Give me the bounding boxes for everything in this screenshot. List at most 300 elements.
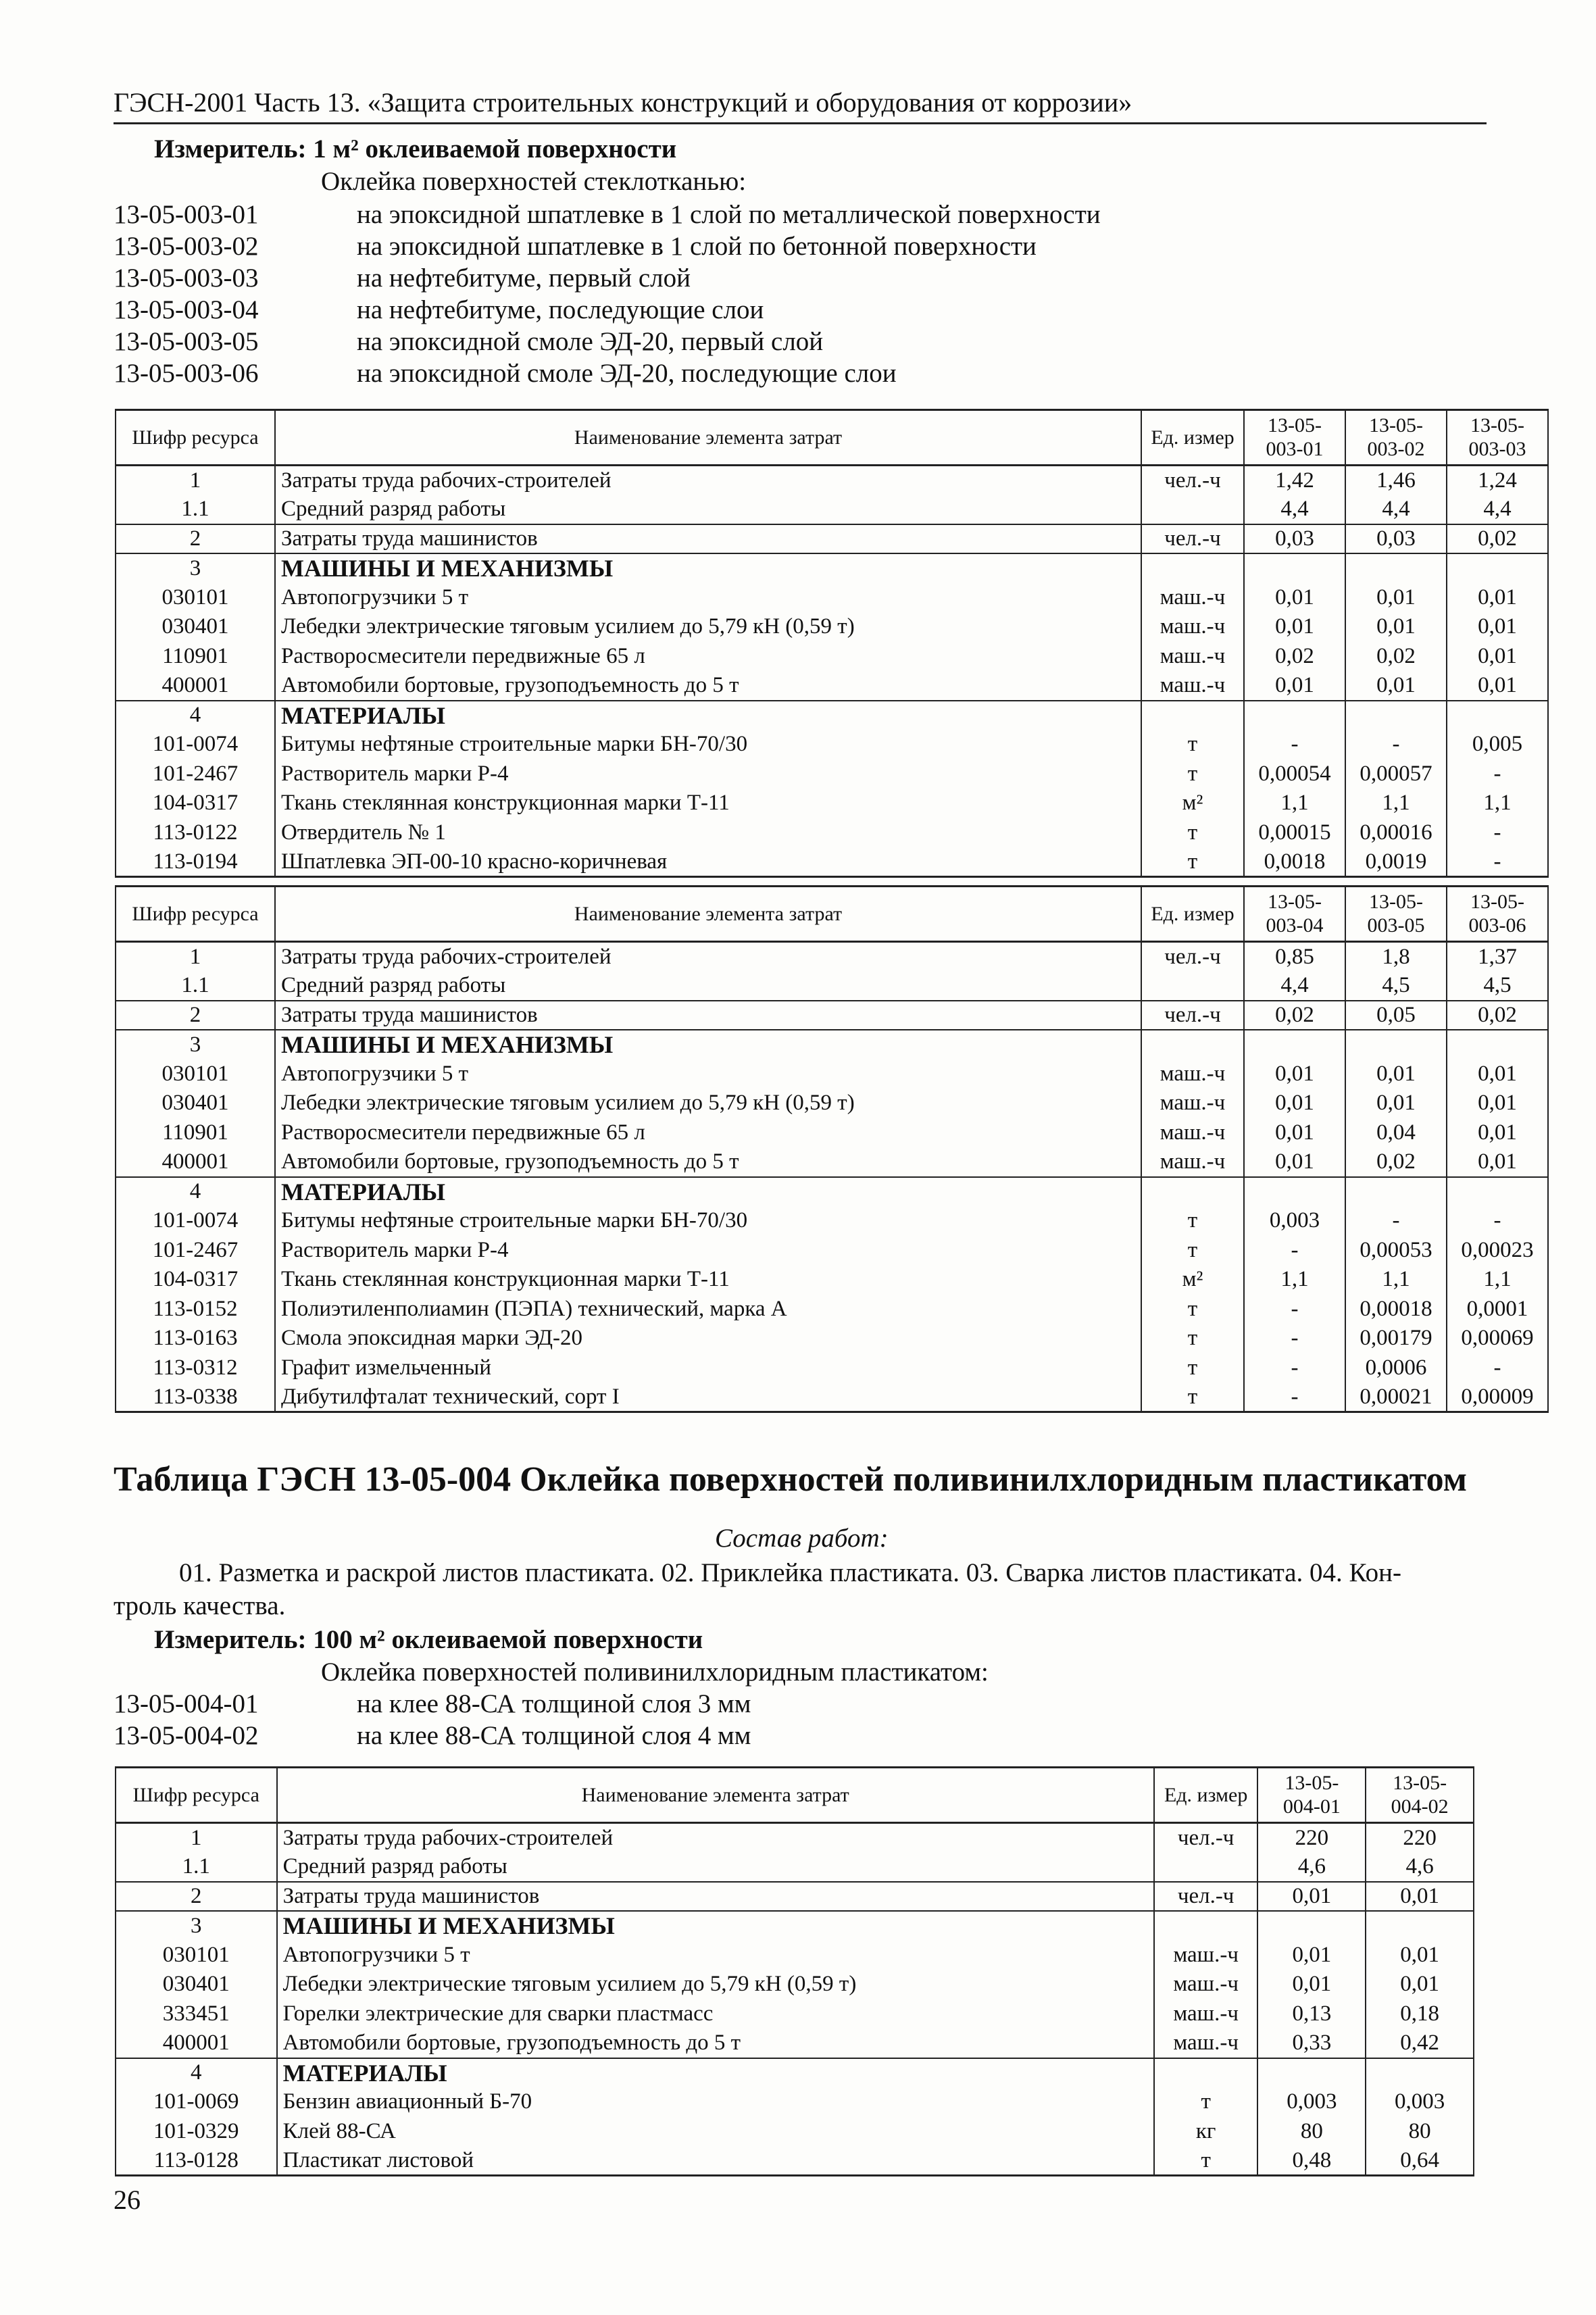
norm-value-cell: 0,00054 <box>1244 760 1345 789</box>
resource-name-cell: Графит измельченный <box>275 1353 1141 1383</box>
resource-name-cell: Автомобили бортовые, грузоподъемность до 5 т <box>275 671 1141 701</box>
resource-name-cell: Затраты труда рабочих-строителей <box>275 942 1141 972</box>
resource-name-cell: Горелки электрические для сварки пластмасс <box>277 1999 1154 2029</box>
norm-value-cell: 0,01 <box>1447 612 1548 642</box>
unit-cell: т <box>1141 1383 1244 1412</box>
unit-cell: чел.-ч <box>1154 1882 1258 1912</box>
composition-label: Состав работ: <box>715 1524 889 1553</box>
unit-cell: маш.-ч <box>1141 583 1244 613</box>
resource-code-cell: 101-0074 <box>116 1206 275 1236</box>
norm-value-cell: - <box>1345 1206 1447 1236</box>
column-header: 13-05- 003-05 <box>1345 887 1447 942</box>
norm-value-cell: 1,1 <box>1244 789 1345 818</box>
norm-value-cell: 0,003 <box>1244 1206 1345 1236</box>
resource-code-cell: 030101 <box>116 1060 275 1089</box>
norm-value-cell: 0,003 <box>1257 2087 1366 2117</box>
item-text: на эпоксидной смоле ЭД-20, последующие слои <box>357 359 897 388</box>
table-row <box>116 1030 1548 1060</box>
resource-name-cell: МАШИНЫ И МЕХАНИЗМЫ <box>275 553 1141 583</box>
norm-value-cell: 0,01 <box>1345 583 1447 613</box>
unit-cell <box>1141 701 1244 730</box>
section-title: Таблица ГЭСН 13-05-004 Оклейка поверхностей поливинилхлоридным пластикатом <box>114 1460 1468 1499</box>
unit-cell: т <box>1141 818 1244 848</box>
unit-cell: маш.-ч <box>1141 671 1244 701</box>
norm-value-cell: 0,01 <box>1244 671 1345 701</box>
table-row <box>116 612 1548 642</box>
table-row <box>116 730 1548 760</box>
resource-name-cell: Затраты труда рабочих-строителей <box>277 1823 1154 1853</box>
unit-cell: маш.-ч <box>1154 1941 1258 1970</box>
meter-label: Измеритель: <box>154 134 307 164</box>
norm-value-cell: 0,04 <box>1345 1118 1447 1148</box>
resource-code-cell: 110901 <box>116 642 275 672</box>
resource-name-cell: Растворосмесители передвижные 65 л <box>275 642 1141 672</box>
item-code: 13-05-003-03 <box>114 264 259 293</box>
norm-value-cell: 80 <box>1366 2117 1474 2147</box>
table-row <box>116 2028 1474 2058</box>
unit-cell: т <box>1141 730 1244 760</box>
resource-table-2 <box>115 885 1549 1413</box>
table-header-row <box>116 887 1548 942</box>
column-header: 13-05- 003-03 <box>1447 410 1548 466</box>
resource-name-cell: Растворосмесители передвижные 65 л <box>275 1118 1141 1148</box>
norm-value-cell: 0,01 <box>1244 1060 1345 1089</box>
unit-cell <box>1154 1852 1258 1882</box>
norm-value-cell: 4,6 <box>1257 1852 1366 1882</box>
resource-code-cell: 4 <box>116 1177 275 1207</box>
item-text: на клее 88-СА толщиной слоя 4 мм <box>357 1721 751 1750</box>
table-row <box>116 1353 1548 1383</box>
unit-cell: м² <box>1141 789 1244 818</box>
table-row <box>116 2117 1474 2147</box>
norm-value-cell: 4,4 <box>1244 495 1345 524</box>
resource-code-cell: 113-0338 <box>116 1383 275 1412</box>
column-header: 13-05- 004-02 <box>1366 1768 1474 1823</box>
resource-code-cell: 4 <box>116 2058 277 2088</box>
resource-code-cell: 1.1 <box>116 1852 277 1882</box>
unit-cell: чел.-ч <box>1141 466 1244 495</box>
resource-name-cell: Полиэтиленполиамин (ПЭПА) технический, марка А <box>275 1295 1141 1324</box>
table-header-row <box>116 1768 1474 1823</box>
norm-value-cell: 220 <box>1257 1823 1366 1853</box>
resource-name-cell: МАТЕРИАЛЫ <box>275 1177 1141 1207</box>
table-row <box>116 495 1548 524</box>
resource-code-cell: 113-0312 <box>116 1353 275 1383</box>
norm-value-cell <box>1366 2058 1474 2088</box>
resource-code-cell: 030401 <box>116 1089 275 1118</box>
column-header: Ед. измер <box>1154 1768 1258 1823</box>
table-row <box>116 553 1548 583</box>
resource-code-cell: 2 <box>116 1001 275 1030</box>
norm-value-cell: 0,01 <box>1244 1089 1345 1118</box>
norm-value-cell: - <box>1345 730 1447 760</box>
norm-value-cell: 0,03 <box>1244 524 1345 554</box>
norm-value-cell: 0,01 <box>1257 1970 1366 1999</box>
resource-code-cell: 101-0069 <box>116 2087 277 2117</box>
table-row <box>116 1970 1474 1999</box>
unit-cell: м² <box>1141 1265 1244 1295</box>
norm-value-cell: 0,01 <box>1345 1060 1447 1089</box>
norm-value-cell: - <box>1244 1295 1345 1324</box>
table-row <box>116 1852 1474 1882</box>
norm-value-cell: 0,00069 <box>1447 1324 1548 1353</box>
norm-value-cell: 4,4 <box>1345 495 1447 524</box>
norm-value-cell <box>1345 553 1447 583</box>
table-row <box>116 942 1548 972</box>
norm-value-cell <box>1244 1177 1345 1207</box>
table-row <box>116 1147 1548 1177</box>
column-header: 13-05- 003-01 <box>1244 410 1345 466</box>
norm-value-cell: 4,6 <box>1366 1852 1474 1882</box>
norm-value-cell: 0,00053 <box>1345 1236 1447 1266</box>
unit-cell: т <box>1141 847 1244 877</box>
norm-value-cell: 0,00015 <box>1244 818 1345 848</box>
table-row <box>116 971 1548 1001</box>
norm-value-cell <box>1244 553 1345 583</box>
norm-value-cell: 0,00057 <box>1345 760 1447 789</box>
norm-value-cell: 4,5 <box>1447 971 1548 1001</box>
composition-line-1: 01. Разметка и раскрой листов пластиката. 02. Приклейка пластиката. 03. Сварка листов пластиката. 04. Кон- <box>179 1558 1401 1587</box>
table-row <box>116 1823 1474 1853</box>
norm-value-cell: 0,48 <box>1257 2146 1366 2176</box>
norm-value-cell: 0,13 <box>1257 1999 1366 2029</box>
resource-code-cell: 104-0317 <box>116 1265 275 1295</box>
resource-code-cell: 104-0317 <box>116 789 275 818</box>
resource-code-cell: 1.1 <box>116 971 275 1001</box>
norm-value-cell: 0,00179 <box>1345 1324 1447 1353</box>
norm-value-cell: 0,01 <box>1447 1089 1548 1118</box>
resource-name-cell: Лебедки электрические тяговым усилием до 5,79 кН (0,59 т) <box>275 1089 1141 1118</box>
resource-name-cell: Средний разряд работы <box>275 971 1141 1001</box>
resource-code-cell: 3 <box>116 1911 277 1941</box>
resource-name-cell: Затраты труда рабочих-строителей <box>275 466 1141 495</box>
unit-cell: т <box>1141 1206 1244 1236</box>
resource-code-cell: 1 <box>116 942 275 972</box>
table-header-row <box>116 410 1548 466</box>
table-row <box>116 1295 1548 1324</box>
norm-value-cell <box>1244 701 1345 730</box>
norm-value-cell: 4,5 <box>1345 971 1447 1001</box>
norm-value-cell: - <box>1244 1383 1345 1412</box>
unit-cell: т <box>1154 2087 1258 2117</box>
column-header: 13-05- 004-01 <box>1257 1768 1366 1823</box>
column-header: 13-05- 003-06 <box>1447 887 1548 942</box>
table-row <box>116 1911 1474 1941</box>
norm-value-cell: 1,1 <box>1244 1265 1345 1295</box>
resource-code-cell: 400001 <box>116 671 275 701</box>
norm-value-cell: 0,05 <box>1345 1001 1447 1030</box>
unit-cell <box>1141 971 1244 1001</box>
table-row <box>116 1236 1548 1266</box>
table-row <box>116 671 1548 701</box>
table-row <box>116 847 1548 877</box>
norm-value-cell: 0,01 <box>1447 1118 1548 1148</box>
resource-name-cell: Смола эпоксидная марки ЭД-20 <box>275 1324 1141 1353</box>
column-header: Ед. измер <box>1141 887 1244 942</box>
item-text: на эпоксидной шпатлевке в 1 слой по бетонной поверхности <box>357 232 1037 261</box>
resource-name-cell: Битумы нефтяные строительные марки БН-70/30 <box>275 730 1141 760</box>
norm-value-cell <box>1257 2058 1366 2088</box>
norm-value-cell: 0,01 <box>1447 671 1548 701</box>
table-row <box>116 818 1548 848</box>
norm-value-cell: 1,42 <box>1244 466 1345 495</box>
norm-value-cell: 220 <box>1366 1823 1474 1853</box>
norm-value-cell <box>1244 1030 1345 1060</box>
norm-value-cell: 80 <box>1257 2117 1366 2147</box>
norm-value-cell: 0,02 <box>1244 642 1345 672</box>
column-header: Ед. измер <box>1141 410 1244 466</box>
norm-value-cell: 1,24 <box>1447 466 1548 495</box>
resource-code-cell: 110901 <box>116 1118 275 1148</box>
norm-value-cell: 0,42 <box>1366 2028 1474 2058</box>
resource-code-cell: 030101 <box>116 583 275 613</box>
resource-name-cell: Средний разряд работы <box>275 495 1141 524</box>
unit-cell <box>1154 2058 1258 2088</box>
unit-cell <box>1141 495 1244 524</box>
block-intro: Оклейка поверхностей поливинилхлоридным пластикатом: <box>321 1658 989 1687</box>
norm-value-cell: 0,02 <box>1447 524 1548 554</box>
resource-name-cell: Растворитель марки Р-4 <box>275 760 1141 789</box>
norm-value-cell: 1,46 <box>1345 466 1447 495</box>
table-row <box>116 642 1548 672</box>
column-header: Наименование элемента затрат <box>275 410 1141 466</box>
unit-cell: маш.-ч <box>1154 1999 1258 2029</box>
resource-name-cell: Дибутилфталат технический, сорт I <box>275 1383 1141 1412</box>
norm-value-cell: 0,01 <box>1345 1089 1447 1118</box>
norm-value-cell: 0,00018 <box>1345 1295 1447 1324</box>
resource-code-cell: 1 <box>116 1823 277 1853</box>
norm-value-cell <box>1447 1177 1548 1207</box>
norm-value-cell: 0,0018 <box>1244 847 1345 877</box>
running-header: ГЭСН-2001 Часть 13. «Защита строительных конструкций и оборудования от коррозии» <box>114 86 1487 124</box>
table-row <box>116 2058 1474 2088</box>
unit-cell: чел.-ч <box>1141 1001 1244 1030</box>
norm-value-cell <box>1366 1911 1474 1941</box>
norm-value-cell: 0,00021 <box>1345 1383 1447 1412</box>
column-header: Наименование элемента затрат <box>277 1768 1154 1823</box>
meter-label: Измеритель: <box>154 1625 307 1654</box>
norm-value-cell: 0,00016 <box>1345 818 1447 848</box>
norm-value-cell: 0,01 <box>1244 1118 1345 1148</box>
unit-cell: маш.-ч <box>1141 1089 1244 1118</box>
norm-value-cell: 4,4 <box>1447 495 1548 524</box>
resource-name-cell: Ткань стеклянная конструкционная марки Т-11 <box>275 1265 1141 1295</box>
table-row <box>116 1941 1474 1970</box>
norm-value-cell: 0,01 <box>1345 671 1447 701</box>
norm-value-cell <box>1447 701 1548 730</box>
table-row <box>116 1001 1548 1030</box>
norm-value-cell: 0,01 <box>1345 612 1447 642</box>
norm-value-cell: - <box>1447 818 1548 848</box>
norm-value-cell: - <box>1244 1236 1345 1266</box>
unit-cell: т <box>1141 1236 1244 1266</box>
unit-cell: т <box>1141 1295 1244 1324</box>
unit-cell <box>1141 553 1244 583</box>
resource-code-cell: 113-0128 <box>116 2146 277 2176</box>
resource-code-cell: 3 <box>116 553 275 583</box>
unit-cell: чел.-ч <box>1141 942 1244 972</box>
resource-code-cell: 113-0152 <box>116 1295 275 1324</box>
norm-value-cell: 0,01 <box>1257 1941 1366 1970</box>
resource-table-3 <box>115 1766 1474 2176</box>
table-row <box>116 1060 1548 1089</box>
norm-value-cell: 0,02 <box>1447 1001 1548 1030</box>
norm-value-cell <box>1345 1030 1447 1060</box>
item-code: 13-05-003-05 <box>114 327 259 356</box>
resource-code-cell: 101-2467 <box>116 760 275 789</box>
resource-name-cell: Затраты труда машинистов <box>277 1882 1154 1912</box>
resource-code-cell: 101-0074 <box>116 730 275 760</box>
item-text: на эпоксидной шпатлевке в 1 слой по металлической поверхности <box>357 200 1101 229</box>
table-row <box>116 466 1548 495</box>
norm-value-cell <box>1345 1177 1447 1207</box>
unit-cell: т <box>1141 1353 1244 1383</box>
unit-cell: маш.-ч <box>1141 1118 1244 1148</box>
norm-value-cell: 0,01 <box>1366 1970 1474 1999</box>
unit-cell: кг <box>1154 2117 1258 2147</box>
column-header: Шифр ресурса <box>116 410 275 466</box>
norm-value-cell <box>1345 701 1447 730</box>
norm-value-cell: 0,00023 <box>1447 1236 1548 1266</box>
resource-code-cell: 3 <box>116 1030 275 1060</box>
resource-name-cell: Растворитель марки Р-4 <box>275 1236 1141 1266</box>
norm-value-cell: 0,01 <box>1366 1882 1474 1912</box>
table-row <box>116 1999 1474 2029</box>
resource-code-cell: 400001 <box>116 1147 275 1177</box>
resource-code-cell: 1.1 <box>116 495 275 524</box>
table-row <box>116 789 1548 818</box>
unit-cell: маш.-ч <box>1141 642 1244 672</box>
table-row <box>116 1089 1548 1118</box>
resource-name-cell: Клей 88-СА <box>277 2117 1154 2147</box>
meter-line-2 <box>154 1624 703 1655</box>
resource-code-cell: 030401 <box>116 1970 277 1999</box>
table-row <box>116 524 1548 554</box>
norm-value-cell: 0,0019 <box>1345 847 1447 877</box>
column-header: Шифр ресурса <box>116 1768 277 1823</box>
norm-value-cell: - <box>1447 1353 1548 1383</box>
unit-cell: маш.-ч <box>1141 1147 1244 1177</box>
block-intro: Оклейка поверхностей стеклотканью: <box>321 167 747 196</box>
norm-value-cell: 0,85 <box>1244 942 1345 972</box>
table-row <box>116 1383 1548 1412</box>
norm-value-cell: 1,37 <box>1447 942 1548 972</box>
item-code: 13-05-003-06 <box>114 359 259 388</box>
resource-name-cell: Отвердитель № 1 <box>275 818 1141 848</box>
resource-name-cell: Лебедки электрические тяговым усилием до 5,79 кН (0,59 т) <box>277 1970 1154 1999</box>
norm-value-cell: 0,02 <box>1345 642 1447 672</box>
norm-value-cell: 0,02 <box>1244 1001 1345 1030</box>
item-text: на нефтебитуме, последующие слои <box>357 295 764 324</box>
meter-value: 1 м² оклеиваемой поверхности <box>313 134 677 164</box>
norm-value-cell <box>1447 1030 1548 1060</box>
unit-cell <box>1141 1177 1244 1207</box>
norm-value-cell: 1,1 <box>1447 789 1548 818</box>
norm-value-cell: 0,003 <box>1366 2087 1474 2117</box>
unit-cell <box>1141 1030 1244 1060</box>
table-row <box>116 701 1548 730</box>
unit-cell <box>1154 1911 1258 1941</box>
resource-name-cell: Битумы нефтяные строительные марки БН-70/30 <box>275 1206 1141 1236</box>
resource-code-cell: 4 <box>116 701 275 730</box>
norm-value-cell: 0,03 <box>1345 524 1447 554</box>
resource-name-cell: Шпатлевка ЭП-00-10 красно-коричневая <box>275 847 1141 877</box>
resource-name-cell: Средний разряд работы <box>277 1852 1154 1882</box>
table-row <box>116 583 1548 613</box>
resource-code-cell: 2 <box>116 1882 277 1912</box>
column-header: 13-05- 003-02 <box>1345 410 1447 466</box>
resource-name-cell: Автопогрузчики 5 т <box>275 1060 1141 1089</box>
resource-code-cell: 101-2467 <box>116 1236 275 1266</box>
item-text: на клее 88-СА толщиной слоя 3 мм <box>357 1689 751 1718</box>
resource-code-cell: 030401 <box>116 612 275 642</box>
norm-value-cell: 0,01 <box>1244 583 1345 613</box>
norm-value-cell: 0,64 <box>1366 2146 1474 2176</box>
norm-value-cell: - <box>1447 760 1548 789</box>
page-number: 26 <box>114 2185 141 2215</box>
unit-cell: маш.-ч <box>1154 2028 1258 2058</box>
unit-cell: маш.-ч <box>1141 612 1244 642</box>
norm-value-cell: 0,005 <box>1447 730 1548 760</box>
column-header: Шифр ресурса <box>116 887 275 942</box>
resource-name-cell: Лебедки электрические тяговым усилием до 5,79 кН (0,59 т) <box>275 612 1141 642</box>
unit-cell: маш.-ч <box>1141 1060 1244 1089</box>
unit-cell: т <box>1141 760 1244 789</box>
resource-name-cell: Автопогрузчики 5 т <box>277 1941 1154 1970</box>
resource-code-cell: 101-0329 <box>116 2117 277 2147</box>
meter-line-1 <box>154 134 676 164</box>
norm-value-cell: - <box>1244 730 1345 760</box>
resource-name-cell: Пластикат листовой <box>277 2146 1154 2176</box>
table-row <box>116 1118 1548 1148</box>
item-text: на эпоксидной смоле ЭД-20, первый слой <box>357 327 824 356</box>
resource-code-cell: 2 <box>116 524 275 554</box>
unit-cell: чел.-ч <box>1154 1823 1258 1853</box>
norm-value-cell: 0,01 <box>1244 1147 1345 1177</box>
table-row <box>116 2146 1474 2176</box>
resource-code-cell: 030101 <box>116 1941 277 1970</box>
norm-value-cell: - <box>1244 1324 1345 1353</box>
table-row <box>116 1177 1548 1207</box>
resource-code-cell: 400001 <box>116 2028 277 2058</box>
resource-name-cell: Бензин авиационный Б-70 <box>277 2087 1154 2117</box>
norm-value-cell <box>1257 1911 1366 1941</box>
resource-name-cell: Автомобили бортовые, грузоподъемность до 5 т <box>275 1147 1141 1177</box>
norm-value-cell: 0,01 <box>1366 1941 1474 1970</box>
unit-cell: т <box>1154 2146 1258 2176</box>
item-code: 13-05-004-01 <box>114 1689 259 1718</box>
resource-name-cell: МАТЕРИАЛЫ <box>277 2058 1154 2088</box>
resource-table-1 <box>115 409 1549 878</box>
norm-value-cell: 0,00009 <box>1447 1383 1548 1412</box>
norm-value-cell <box>1447 553 1548 583</box>
item-code: 13-05-003-04 <box>114 295 259 324</box>
resource-name-cell: Автопогрузчики 5 т <box>275 583 1141 613</box>
norm-value-cell: 0,01 <box>1447 642 1548 672</box>
norm-value-cell: 0,18 <box>1366 1999 1474 2029</box>
resource-name-cell: Ткань стеклянная конструкционная марки Т-11 <box>275 789 1141 818</box>
resource-name-cell: Затраты труда машинистов <box>275 524 1141 554</box>
table-row <box>116 1882 1474 1912</box>
norm-value-cell: 4,4 <box>1244 971 1345 1001</box>
norm-value-cell: 0,0006 <box>1345 1353 1447 1383</box>
resource-name-cell: МАТЕРИАЛЫ <box>275 701 1141 730</box>
norm-value-cell: - <box>1244 1353 1345 1383</box>
norm-value-cell: 1,1 <box>1345 1265 1447 1295</box>
resource-code-cell: 113-0122 <box>116 818 275 848</box>
norm-value-cell: 0,01 <box>1244 612 1345 642</box>
norm-value-cell: 1,8 <box>1345 942 1447 972</box>
